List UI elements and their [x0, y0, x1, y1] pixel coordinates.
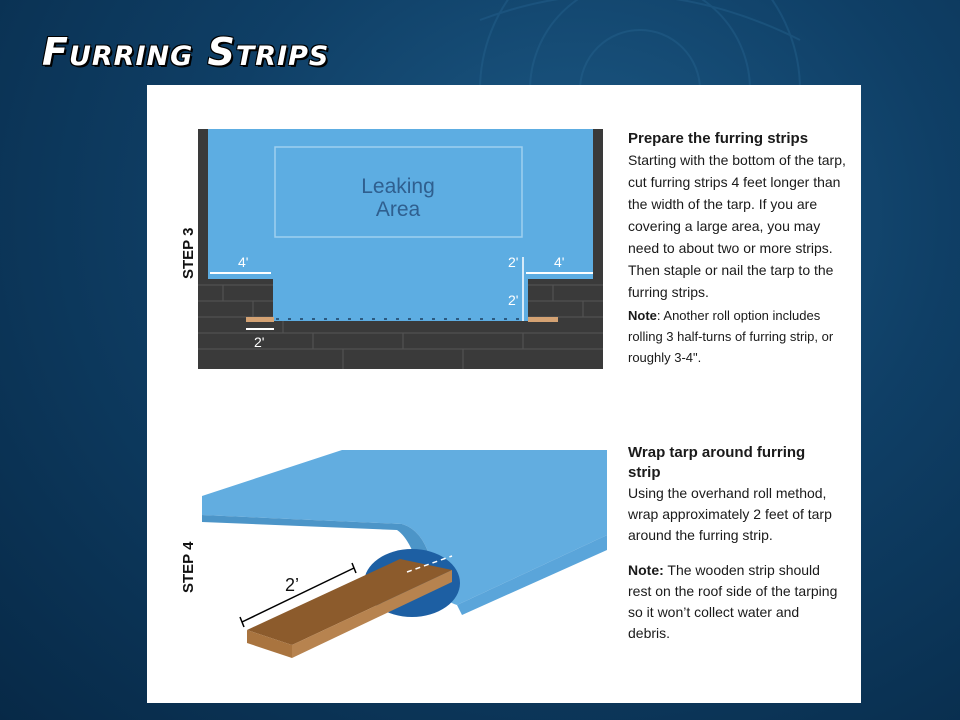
dim-left-top: 4' [238, 254, 249, 270]
step4-heading: Wrap tarp around furring strip [628, 444, 806, 481]
step4-note-label: Note: [628, 562, 664, 578]
step4-illustration [172, 430, 607, 670]
step3-illustration [198, 129, 603, 369]
dim-right-inner: 2' [508, 254, 519, 270]
step4-note-text: The wooden strip should rest on the roof side of the tarping so it won’t collect water and debris. [628, 562, 838, 641]
step3-note-text: : Another roll option includes rolling 3 half-turns of furring strip, or roughly 3-4". [628, 308, 834, 365]
dim-right-mid: 2' [508, 292, 519, 308]
content-panel [147, 85, 861, 703]
step3-note [628, 305, 854, 368]
slide-title: Furring Strips [42, 30, 330, 74]
leaking-area-label-line2: Area [375, 198, 421, 221]
step4-note [628, 560, 838, 644]
step4-dim-label: 2’ [285, 575, 300, 595]
step3-note-label: Note [628, 308, 657, 323]
step4-text-block [628, 443, 838, 644]
step4-label: STEP 4 [180, 541, 197, 593]
step3-label: STEP 3 [180, 227, 197, 279]
step4-body: Using the overhand roll method, wrap approximately 2 feet of tarp around the furring strip. [628, 485, 832, 543]
dim-bottom: 2' [254, 334, 265, 350]
furring-strip-left [246, 317, 274, 322]
dim-right-outer: 4' [554, 254, 565, 270]
step3-text-block [628, 129, 854, 368]
leaking-area-label-line1: Leaking [361, 175, 435, 198]
step3-body: Starting with the bottom of the tarp, cut furring strips 4 feet longer than the width of the tarp. If you are covering a large area, you may need to about two or more strips. Then staple or nail the tarp to the furring strips. [628, 152, 846, 300]
furring-strip-right [528, 317, 558, 322]
step3-heading: Prepare the furring strips [628, 130, 809, 147]
